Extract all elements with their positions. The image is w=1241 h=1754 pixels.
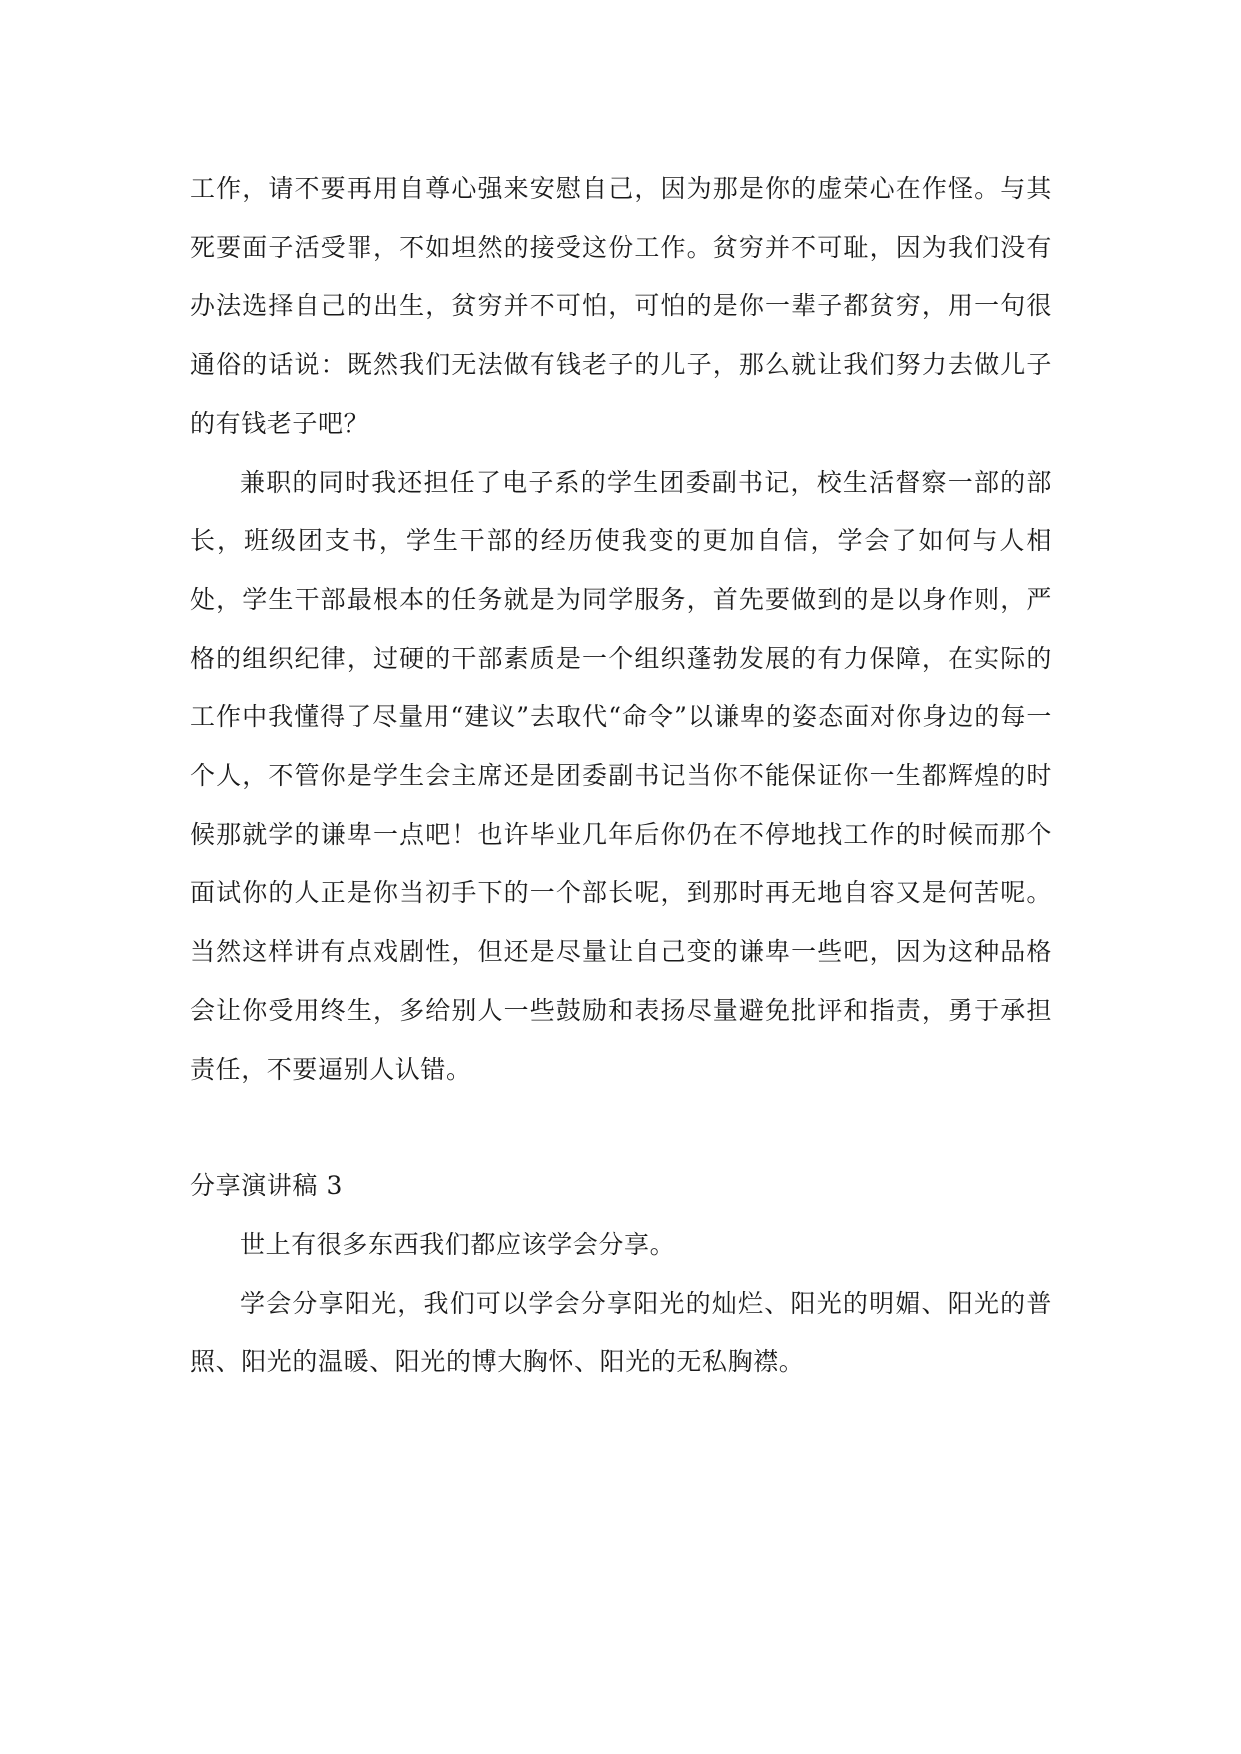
paragraph-share-intro: 世上有很多东西我们都应该学会分享。 (240, 1229, 676, 1259)
document-body (190, 160, 1052, 1392)
paragraph-student-cadre: 兼职的同时我还担任了电子系的学生团委副书记，校生活督察一部的部长，班级团支书，学生干部的经历使我变的更加自信，学会了如何与人相处，学生干部最根本的任务就是为同学服务，首先要做到的是以身作则，严格的组织纪律，过硬的干部素质是一个组织蓬勃发展的有力保障，在实际的工作中我懂得了尽量用“建议”去取代“命令”以谦卑的姿态面对你身边的每一个人，不管你是学生会主席还是团委副书记当你不能保证你一生都辉煌的时候那就学的谦卑一点吧！也许毕业几年后你仍在不停地找工作的时候而那个面试你的人正是你当初手下的一个部长呢，到那时再无地自容又是何苦呢。当然这样讲有点戏剧性，但还是尽量让自己变的谦卑一些吧，因为这种品格会让你受用终生，多给别人一些鼓励和表扬尽量避免批评和指责，勇于承担责任，不要逼别人认错。 (190, 467, 1052, 1084)
paragraph-share-sunshine: 学会分享阳光，我们可以学会分享阳光的灿烂、阳光的明媚、阳光的普照、阳光的温暖、阳光的博大胸怀、阳光的无私胸襟。 (190, 1288, 1052, 1377)
section-heading: 分享演讲稿 3 (190, 1171, 344, 1201)
paragraph-continued: 工作，请不要再用自尊心强来安慰自己，因为那是你的虚荣心在作怪。与其死要面子活受罪，不如坦然的接受这份工作。贫穷并不可耻，因为我们没有办法选择自己的出生，贫穷并不可怕，可怕的是你一辈子都贫穷，用一句很通俗的话说：既然我们无法做有钱老子的儿子，那么就让我们努力去做儿子的有钱老子吧？ (190, 174, 1052, 438)
